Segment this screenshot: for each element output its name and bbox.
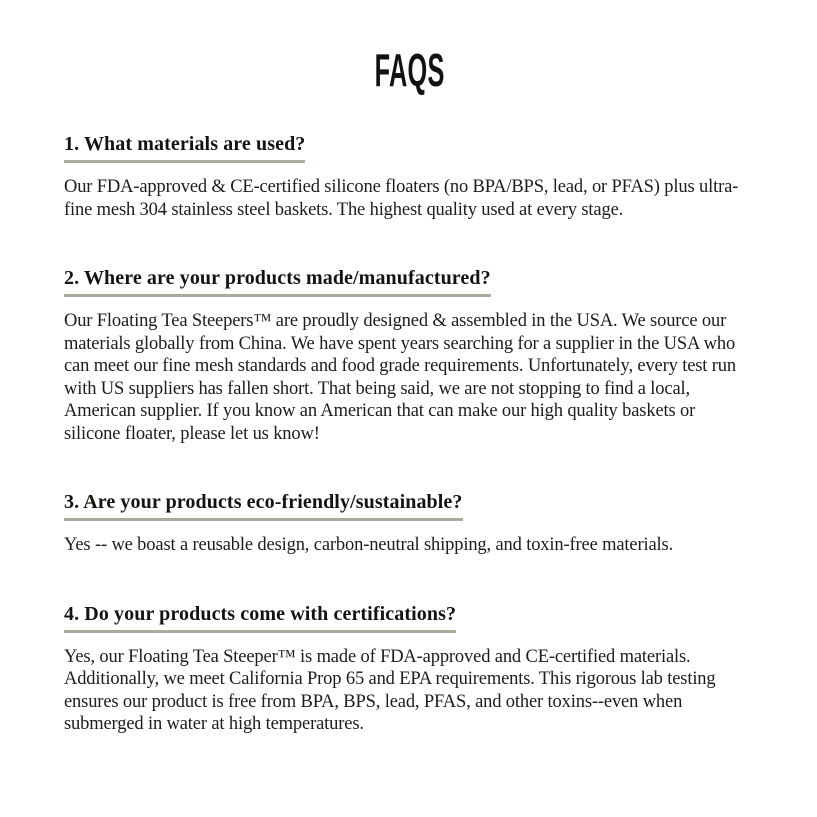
page-title bbox=[64, 44, 755, 96]
faq-question-4 bbox=[64, 604, 755, 633]
faq-answer-2: Our Floating Tea Steepers™ are proudly designed & assembled in the USA. We source our materials globally from China. We have spent years searching for a supplier in the USA who can meet our fine mesh standards and food grade requirements. Unfortunately, every test run with US suppliers has fallen short. That being said, we are not stopping to find a local, American supplier. If you know an American that can make our high quality baskets or silicone floater, please let us know! bbox=[64, 311, 736, 444]
faq-question-3-text: 3. Are your products eco-friendly/sustainable? bbox=[64, 492, 463, 521]
faq-list bbox=[64, 134, 755, 736]
faq-question-4-text: 4. Do your products come with certifications? bbox=[64, 604, 456, 633]
faq-answer-3: Yes -- we boast a reusable design, carbon-neutral shipping, and toxin-free materials. bbox=[64, 535, 674, 555]
faq-question-1 bbox=[64, 134, 755, 163]
faq-answer-1: Our FDA-approved & CE-certified silicone floaters (no BPA/BPS, lead, or PFAS) plus ultra-fine mesh 304 stainless steel baskets. The highest quality used at every stage. bbox=[64, 177, 739, 220]
page-title-text: FAQS bbox=[374, 44, 445, 96]
faq-question-1-text: 1. What materials are used? bbox=[64, 134, 305, 163]
faq-item-3 bbox=[64, 492, 755, 557]
faq-item-4 bbox=[64, 604, 755, 736]
faq-answer-4: Yes, our Floating Tea Steeper™ is made of FDA-approved and CE-certified materials. Additionally, we meet California Prop 65 and EPA requirements. This rigorous lab testing ensures our product is free from BPA, BPS, lead, PFAS, and other toxins--even when submerged in water at high temperatures. bbox=[64, 646, 716, 734]
faq-question-2 bbox=[64, 268, 755, 297]
faq-question-2-text: 2. Where are your products made/manufactured? bbox=[64, 268, 491, 297]
faq-item-2 bbox=[64, 268, 755, 445]
faq-question-3 bbox=[64, 492, 755, 521]
faq-item-1 bbox=[64, 134, 755, 221]
